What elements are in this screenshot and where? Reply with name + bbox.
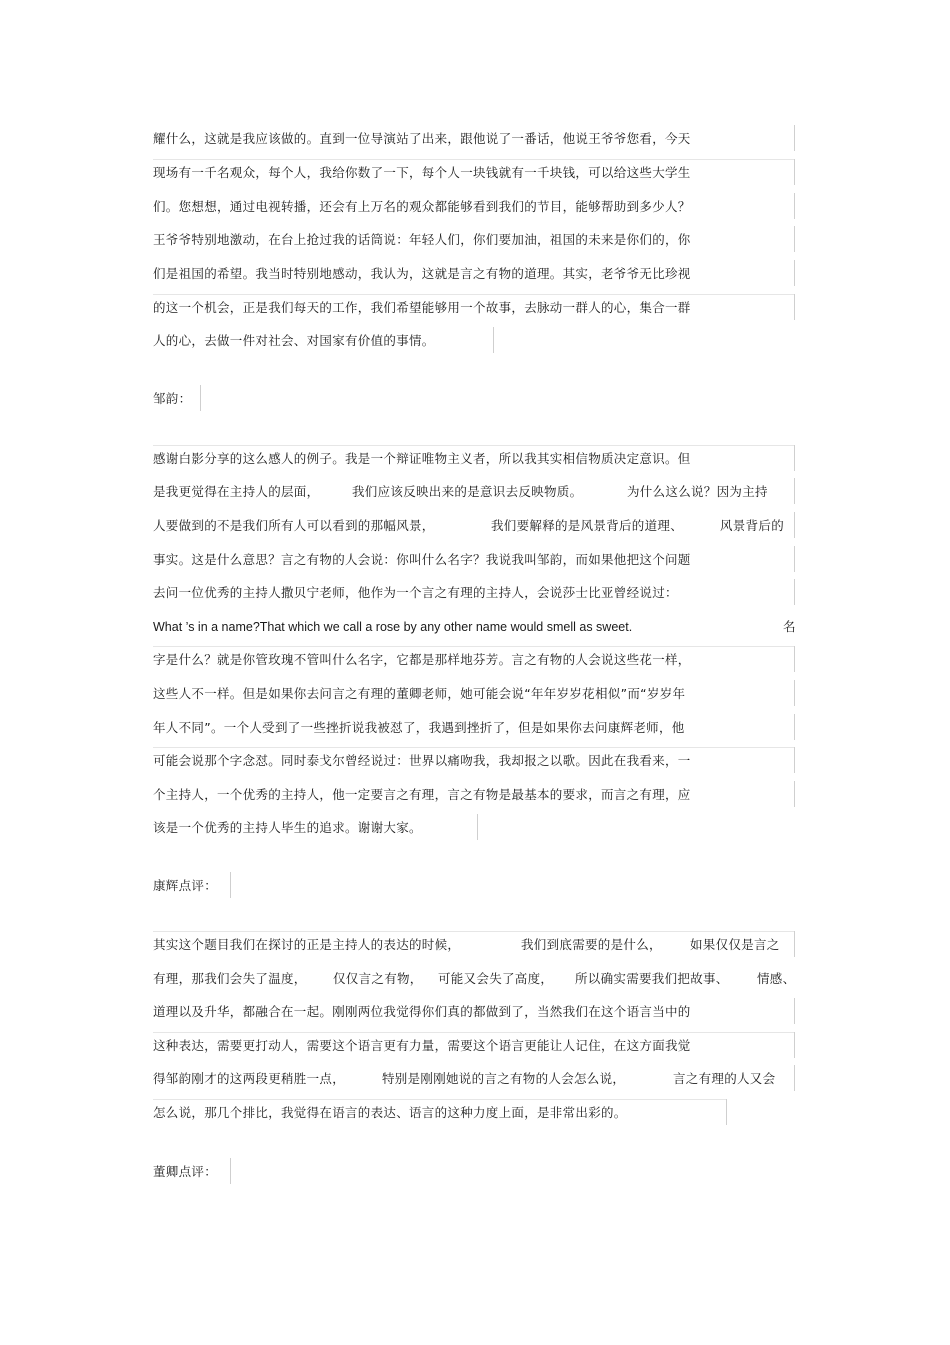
paragraph-line: 们是祖国的希望。我当时特别地感动，我认为，这就是言之有物的道理。其实，老爷爷无比珍视 bbox=[153, 266, 691, 281]
paragraph-line: 现场有一千名观众，每个人，我给你数了一下，每个人一块钱就有一千块钱，可以给这些大学生 bbox=[153, 165, 691, 180]
cell-border bbox=[794, 193, 795, 219]
cell-border bbox=[153, 747, 794, 748]
paragraph-line: 该是一个优秀的主持人毕生的追求。谢谢大家。 bbox=[153, 820, 422, 835]
text-segment: 可能又会失了高度， bbox=[438, 971, 554, 986]
paragraph-line: 这种表达，需要更打动人，需要这个语言更有力量，需要这个语言更能让人记住，在这方面我觉 bbox=[153, 1038, 691, 1053]
speaker-label: 康辉点评： bbox=[153, 878, 218, 893]
paragraph-line: 去问一位优秀的主持人撒贝宁老师，他作为一个言之有理的主持人，会说莎士比亚曾经说过： bbox=[153, 585, 678, 600]
text-segment: 情感、 bbox=[757, 971, 796, 986]
paragraph-line: 个主持人，一个优秀的主持人，他一定要言之有理，言之有物是最基本的要求，而言之有理，应 bbox=[153, 787, 691, 802]
text-segment: What ’s in a name?That which we call a rose by any other name would smell as sweet. bbox=[153, 620, 633, 634]
text-segment: 得邹韵刚才的这两段更稍胜一点， bbox=[153, 1071, 346, 1086]
cell-border bbox=[230, 872, 231, 898]
cell-border bbox=[794, 478, 795, 504]
paragraph-line: 感谢白影分享的这么感人的例子。我是一个辩证唯物主义者，所以我其实相信物质决定意识。但 bbox=[153, 451, 691, 466]
text-segment: 仅仅言之有物， bbox=[333, 971, 423, 986]
text-segment: 言之有理的人又会 bbox=[673, 1071, 776, 1086]
cell-border bbox=[153, 931, 794, 932]
cell-border bbox=[794, 714, 795, 740]
paragraph-line: 年人不同”。一个人受到了一些挫折说我被怼了，我遇到挫折了，但是如果你去问康辉老师，他 bbox=[153, 720, 685, 735]
cell-border bbox=[794, 1065, 795, 1091]
cell-border bbox=[794, 125, 795, 151]
paragraph-line: 字是什么？就是你管玫瑰不管叫什么名字，它都是那样地芬芳。言之有物的人会说这些花一样， bbox=[153, 652, 691, 667]
paragraph-line: 们。您想想，通过电视转播，还会有上万名的观众都能够看到我们的节目，能够帮助到多少人？ bbox=[153, 199, 691, 214]
paragraph-line bbox=[153, 615, 795, 639]
cell-border bbox=[153, 294, 794, 295]
text-segment: 其实这个题目我们在探讨的正是主持人的表达的时候， bbox=[153, 937, 461, 952]
cell-border bbox=[794, 747, 795, 773]
cell-border bbox=[794, 159, 795, 185]
cell-border bbox=[794, 680, 795, 706]
speaker-label: 董卿点评： bbox=[153, 1164, 218, 1179]
cell-border bbox=[153, 1032, 794, 1033]
cell-border bbox=[153, 159, 794, 160]
paragraph-line: 王爷爷特别地激动，在台上抢过我的话筒说：年轻人们，你们要加油，祖国的未来是你们的，你 bbox=[153, 232, 691, 247]
paragraph-line bbox=[153, 480, 793, 504]
paragraph-line: 这些人不一样。但是如果你去问言之有理的董卿老师，她可能会说“年年岁岁花相似”而“岁岁年 bbox=[153, 686, 686, 701]
cell-border bbox=[794, 260, 795, 286]
text-segment: 是我更觉得在主持人的层面， bbox=[153, 484, 320, 499]
text-segment: 为什么这么说？因为主持 bbox=[627, 484, 768, 499]
cell-border bbox=[794, 226, 795, 252]
text-segment: 我们应该反映出来的是意识去反映物质。 bbox=[352, 484, 583, 499]
cell-border bbox=[794, 1032, 795, 1058]
cell-border bbox=[794, 998, 795, 1024]
text-segment: 人要做到的不是我们所有人可以看到的那幅风景， bbox=[153, 518, 435, 533]
text-segment: 名 bbox=[783, 619, 796, 634]
paragraph-line bbox=[153, 1067, 793, 1091]
paragraph-line: 道理以及升华，都融合在一起。刚刚两位我觉得你们真的都做到了，当然我们在这个语言当中的 bbox=[153, 1004, 691, 1019]
paragraph-line: 耀什么，这就是我应该做的。直到一位导演站了出来，跟他说了一番话，他说王爷爷您看，今天 bbox=[153, 131, 691, 146]
text-segment: 所以确实需要我们把故事、 bbox=[575, 971, 729, 986]
cell-border bbox=[794, 294, 795, 320]
cell-border bbox=[794, 931, 795, 957]
text-segment: 如果仅仅是言之 bbox=[690, 937, 780, 952]
cell-border bbox=[477, 814, 478, 840]
text-segment: 我们到底需要的是什么， bbox=[521, 937, 662, 952]
paragraph-line bbox=[153, 933, 793, 957]
cell-border bbox=[726, 1099, 727, 1125]
paragraph-line: 怎么说，那几个排比，我觉得在语言的表达、语言的这种力度上面，是非常出彩的。 bbox=[153, 1105, 627, 1120]
cell-border bbox=[794, 546, 795, 572]
cell-border bbox=[794, 646, 795, 672]
cell-border bbox=[230, 1158, 231, 1184]
cell-border bbox=[794, 781, 795, 807]
paragraph-line: 事实。这是什么意思？言之有物的人会说：你叫什么名字？我说我叫邹韵，而如果他把这个问题 bbox=[153, 552, 691, 567]
paragraph-line bbox=[153, 514, 793, 538]
cell-border bbox=[794, 512, 795, 538]
text-segment: 我们要解释的是风景背后的道理、 bbox=[491, 518, 684, 533]
cell-border bbox=[153, 445, 794, 446]
cell-border bbox=[200, 385, 201, 411]
cell-border bbox=[794, 445, 795, 471]
cell-border bbox=[153, 646, 794, 647]
text-segment: 特别是刚刚她说的言之有物的人会怎么说， bbox=[382, 1071, 626, 1086]
cell-border bbox=[794, 579, 795, 605]
cell-border bbox=[493, 327, 494, 353]
paragraph-line: 人的心，去做一件对社会、对国家有价值的事情。 bbox=[153, 333, 435, 348]
text-segment: 有理，那我们会失了温度， bbox=[153, 971, 307, 986]
cell-border bbox=[153, 1099, 726, 1100]
speaker-label: 邹韵： bbox=[153, 391, 192, 406]
paragraph-line bbox=[153, 967, 795, 991]
paragraph-line: 的这一个机会，正是我们每天的工作，我们希望能够用一个故事，去脉动一群人的心，集合一群 bbox=[153, 300, 691, 315]
text-segment: 风景背后的 bbox=[720, 518, 785, 533]
paragraph-line: 可能会说那个字念怼。同时泰戈尔曾经说过：世界以痛吻我，我却报之以歌。因此在我看来，一 bbox=[153, 753, 691, 768]
